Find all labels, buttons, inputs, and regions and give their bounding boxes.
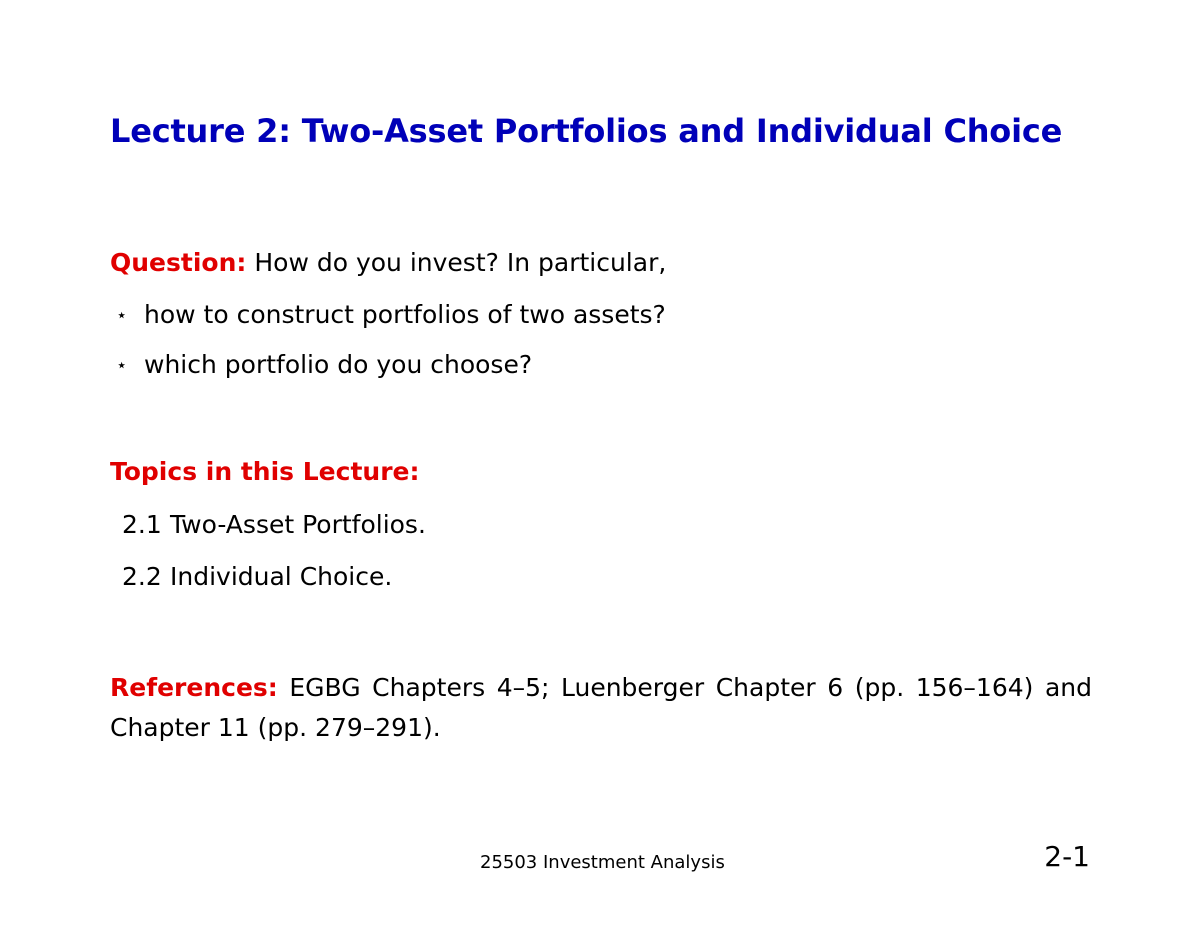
references-paragraph (110, 668, 1092, 748)
star-bullet-icon: ⋆ (116, 355, 128, 376)
bullet-text: how to construct portfolios of two assets? (144, 300, 666, 329)
slide-title: Lecture 2: Two-Asset Portfolios and Individual Choice (110, 112, 1063, 150)
topic-item (122, 510, 426, 539)
star-bullet-icon: ⋆ (116, 305, 128, 326)
topic-number: 2.2 (122, 562, 162, 591)
question-label: Question: (110, 248, 247, 277)
question-text: How do you invest? In particular, (254, 248, 667, 277)
bullet-text: which portfolio do you choose? (144, 350, 533, 379)
topic-text: Two-Asset Portfolios. (170, 510, 426, 539)
question-bullet (116, 300, 666, 329)
question-bullet (116, 350, 532, 379)
topic-number: 2.1 (122, 510, 162, 539)
references-label: References: (110, 673, 278, 702)
page-number: 2-1 (1044, 840, 1090, 873)
references-text: EGBG Chapters 4–5; Luenberger Chapter 6 (pp. 156–164) and Chapter 11 (pp. 279–291). (110, 673, 1092, 742)
topic-text: Individual Choice. (170, 562, 393, 591)
topic-item (122, 562, 392, 591)
question-line (110, 248, 666, 277)
topics-heading: Topics in this Lecture: (110, 457, 420, 486)
footer-course: 25503 Investment Analysis (480, 852, 725, 873)
